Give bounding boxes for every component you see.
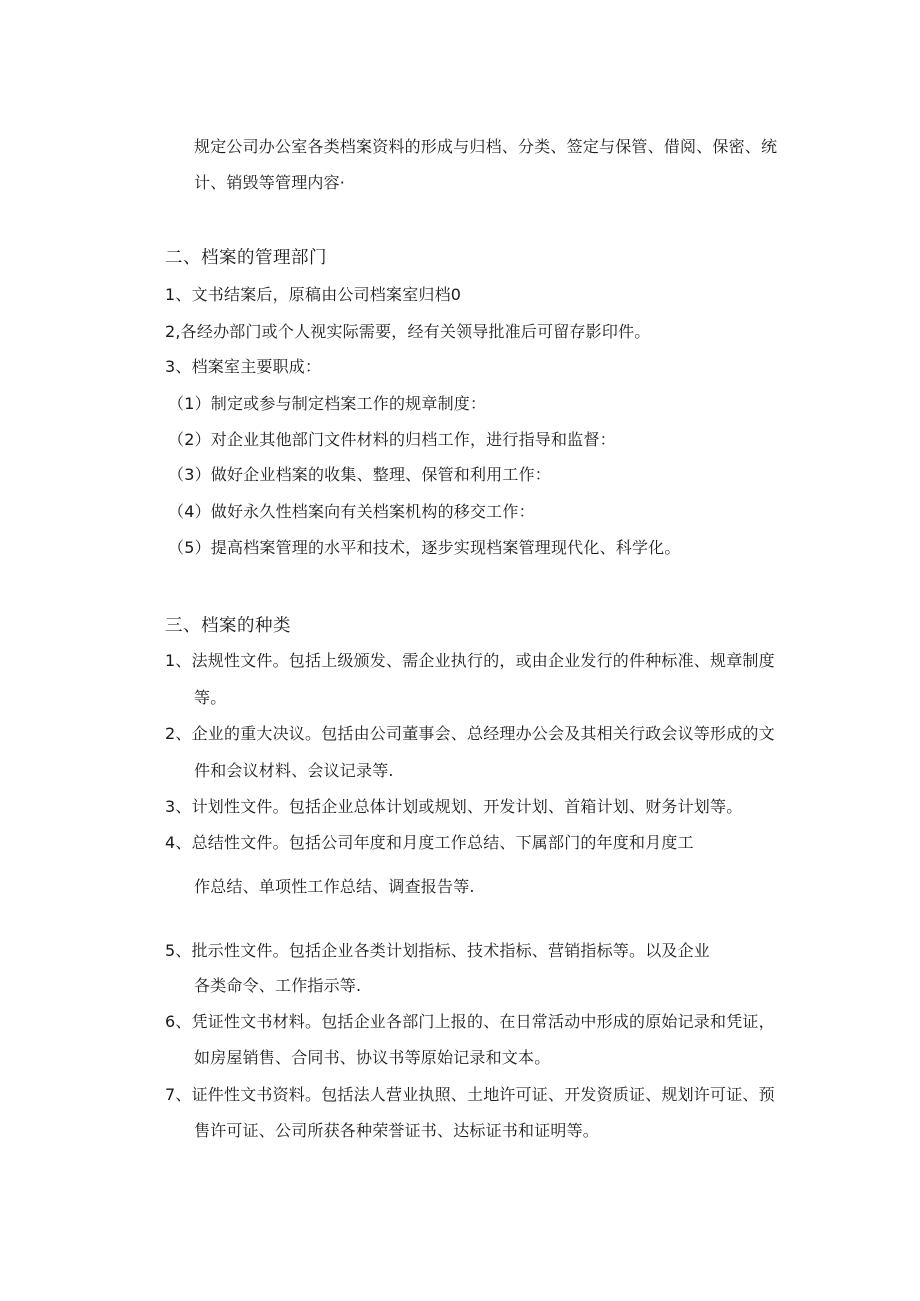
item-text: 总结性文件。包括公司年度和月度工作总结、下属部门的年度和月度工 xyxy=(191,833,694,852)
item-number: 3、 xyxy=(165,357,192,376)
duty-number: （3） xyxy=(168,465,211,484)
item-number: 2、 xyxy=(165,724,192,743)
duty-number: （5） xyxy=(168,538,211,557)
item-number: 5、 xyxy=(165,941,192,960)
item-number: 4、 xyxy=(165,833,192,852)
section-2-item-2 xyxy=(165,322,650,342)
section-3-item-6-cont: 如房屋销售、合同书、协议书等原始记录和文本。 xyxy=(194,1048,551,1067)
intro-line-1: 规定公司办公室各类档案资料的形成与归档、分类、签定与保管、借阅、保密、统 xyxy=(194,137,778,156)
section-3-item-7 xyxy=(165,1085,775,1105)
section-3-item-5-cont: 各类命令、工作指示等. xyxy=(194,976,362,995)
section-3-item-3 xyxy=(165,797,742,817)
item-text: 计划性文件。包括企业总体计划或规划、开发计划、首箱计划、财务计划等。 xyxy=(191,797,743,816)
section-3-item-1 xyxy=(165,651,775,671)
duty-text: 做好企业档案的收集、整理、保管和利用工作： xyxy=(210,465,551,484)
duty-text: 提高档案管理的水平和技术，逐步实现档案管理现代化、科学化。 xyxy=(210,538,681,557)
section-3-item-4 xyxy=(165,833,694,853)
duty-number: （2） xyxy=(168,430,211,449)
section-3-item-2 xyxy=(165,724,775,744)
item-number: 2, xyxy=(165,322,181,341)
item-text: 凭证性文书材料。包括企业各部门上报的、在日常活动中形成的原始记录和凭证， xyxy=(191,1012,775,1031)
duty-item-5 xyxy=(168,538,681,558)
section-2-item-3 xyxy=(165,357,321,377)
intro-line-2: 计、销毁等管理内容· xyxy=(194,173,346,192)
duty-item-1 xyxy=(168,394,486,414)
section-3-item-2-cont: 件和会议材料、会议记录等. xyxy=(194,761,394,780)
item-number: 6、 xyxy=(165,1012,192,1031)
section-3-item-6 xyxy=(165,1012,775,1032)
item-text: 法规性文件。包括上级颁发、需企业执行的，或由企业发行的件种标准、规章制度 xyxy=(191,651,775,670)
duty-item-3 xyxy=(168,465,551,485)
item-text: 证件性文书资料。包括法人营业执照、土地许可证、开发资质证、规划许可证、预 xyxy=(191,1085,775,1104)
duty-text: 做好永久性档案向有关档案机构的移交工作： xyxy=(210,502,535,521)
duty-text: 对企业其他部门文件材料的归档工作，进行指导和监督： xyxy=(210,430,616,449)
duty-number: （1） xyxy=(168,394,211,413)
item-text: 档案室主要职成： xyxy=(191,357,322,376)
duty-number: （4） xyxy=(168,502,211,521)
item-text: 企业的重大决议。包括由公司董事会、总经理办公会及其相关行政会议等形成的文 xyxy=(191,724,775,743)
item-text: 文书结案后，原稿由公司档案室归档0 xyxy=(191,285,462,304)
item-number: 3、 xyxy=(165,797,192,816)
item-text: 各经办部门或个人视实际需要，经有关领导批准后可留存影印件。 xyxy=(180,322,651,341)
duty-item-2 xyxy=(168,430,616,450)
section-3-title: 三、档案的种类 xyxy=(165,616,291,636)
duty-text: 制定或参与制定档案工作的规章制度： xyxy=(210,394,487,413)
item-number: 1、 xyxy=(165,285,192,304)
section-3-item-5 xyxy=(165,941,710,961)
duty-item-4 xyxy=(168,502,535,522)
section-3-item-4-cont: 作总结、单项性工作总结、调查报告等. xyxy=(194,877,475,896)
section-2-title: 二、档案的管理部门 xyxy=(165,248,327,268)
item-number: 7、 xyxy=(165,1085,192,1104)
section-3-item-1-cont: 等。 xyxy=(194,688,227,707)
section-3-item-7-cont: 售许可证、公司所获各种荣誉证书、达标证书和证明等。 xyxy=(194,1121,600,1140)
item-text: 批示性文件。包括企业各类计划指标、技术指标、营销指标等。以及企业 xyxy=(191,941,710,960)
section-2-item-1 xyxy=(165,285,461,305)
item-number: 1、 xyxy=(165,651,192,670)
